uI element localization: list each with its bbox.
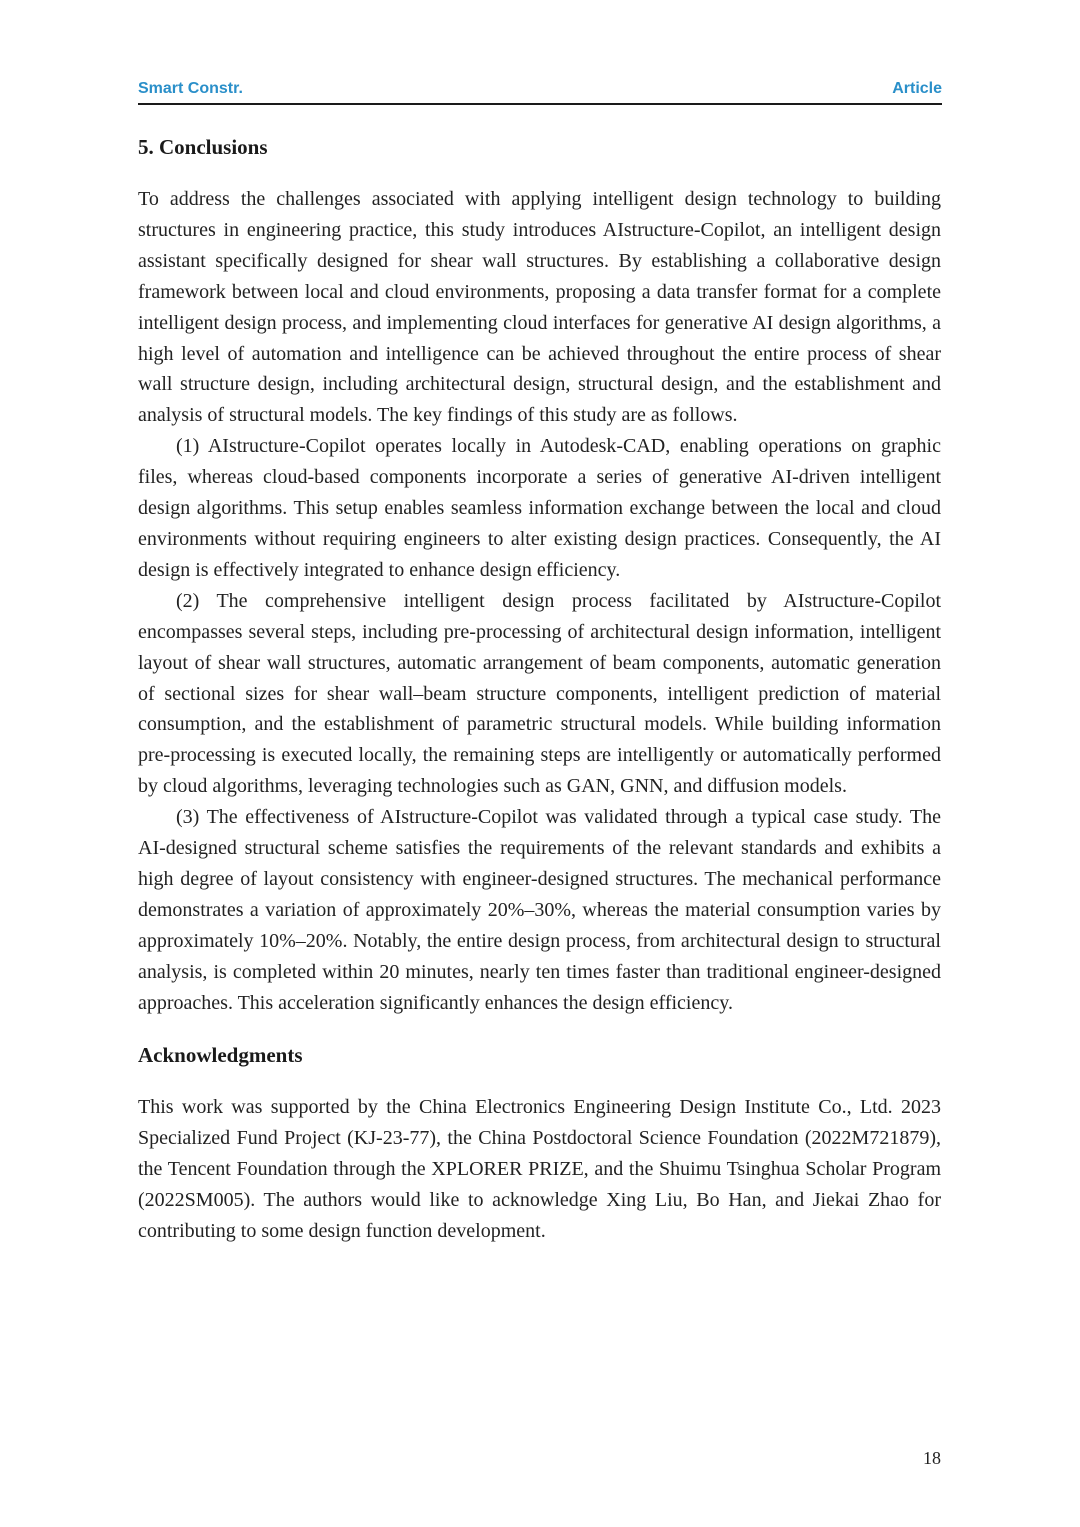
finding-3-paragraph: (3) The effectiveness of AIstructure-Copilot was validated through a typical case study. The AI-designed structural scheme satisfies the requirements of the relevant standards and exhibits a high degree of layout consistency with engineer-designed structures. The mechanical performance demonstrates a variation of approximately 20%–30%, whereas the material consumption varies by approximately 10%–20%. Notably, the entire design process, from architectural design to structural analysis, is completed within 20 minutes, nearly ten times faster than traditional engineer-designed approaches. This acceleration significantly enhances the design efficiency. — [138, 806, 941, 1014]
finding-2-paragraph: (2) The comprehensive intelligent design process facilitated by AIstructure-Copilot encompasses several steps, including pre-processing of architectural design information, intelligent layout of shear wall structures, automatic arrangement of beam components, automatic generation of sectional sizes for shear wall–beam structure components, intelligent prediction of material consumption, and the establishment of parametric structural models. While building information pre-processing is executed locally, the remaining steps are intelligently or automatically performed by cloud algorithms, leveraging technologies such as GAN, GNN, and diffusion models. — [138, 589, 941, 798]
page-body — [138, 131, 941, 1247]
article-type-label: Article — [892, 80, 942, 97]
journal-name: Smart Constr. — [138, 80, 243, 97]
conclusions-heading: 5. Conclusions — [138, 135, 268, 159]
acknowledgments-section — [138, 1039, 941, 1247]
finding-1-paragraph: (1) AIstructure-Copilot operates locally in Autodesk-CAD, enabling operations on graphic files, whereas cloud-based components incorporate a series of generative AI-driven intelligent design algorithms. This setup enables seamless information exchange between the local and cloud environments without requiring engineers to alter existing design practices. Consequently, the AI design is effectively integrated to enhance design efficiency. — [138, 435, 941, 581]
header-divider — [138, 103, 942, 105]
acknowledgments-paragraph: This work was supported by the China Electronics Engineering Design Institute Co., Ltd. 2023 Specialized Fund Project (KJ-23-77), the China Postdoctoral Science Foundation (2022M721879), the Tencent Foundation through the XPLORER PRIZE, and the Shuimu Tsinghua Scholar Program (2022SM005). The authors would like to acknowledge Xing Liu, Bo Han, and Jiekai Zhao for contributing to some design function development. — [138, 1096, 941, 1243]
conclusions-intro-paragraph: To address the challenges associated with applying intelligent design technology to building structures in engineering practice, this study introduces AIstructure-Copilot, an intelligent design assistant specifically designed for shear wall structures. By establishing a collaborative design framework between local and cloud environments, proposing a data transfer format for a complete intelligent design process, and implementing cloud interfaces for generative AI design algorithms, a high level of automation and intelligence can be achieved throughout the entire process of shear wall structure design, including architectural design, structural design, and the establishment and analysis of structural models. The key findings of this study are as follows. — [138, 188, 941, 427]
acknowledgments-heading: Acknowledgments — [138, 1043, 303, 1068]
page-number: 18 — [923, 1448, 941, 1468]
conclusions-section — [138, 131, 941, 1018]
running-header — [138, 76, 942, 98]
